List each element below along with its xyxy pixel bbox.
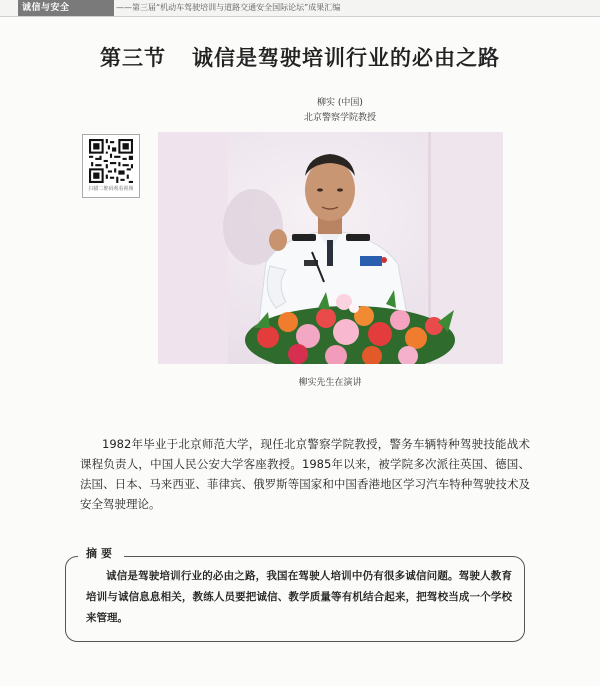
chapter-title — [0, 42, 600, 72]
running-header — [0, 0, 600, 17]
qr-caption: 扫描二维码观看视频 — [88, 186, 134, 192]
section-number: 第三节 — [100, 45, 166, 70]
summary-text: 诚信是驾驶培训行业的必由之路，我国在驾驶人培训中仍有很多诚信问题。驾驶人教育培训与诚信息息相关，教练人员要把诚信、教学质量等有机结合起来，把驾校当成一个学校来管理。 — [86, 570, 512, 624]
author-affiliation: 北京警察学院教授 — [303, 113, 376, 123]
author-name: 柳实 (中国) — [317, 98, 363, 108]
chapter-heading: 诚信是驾驶培训行业的必由之路 — [192, 45, 500, 70]
running-title: ——第三届“机动车驾驶培训与道路交通安全国际论坛”成果汇编 — [116, 3, 341, 12]
speaker-illustration — [158, 132, 503, 364]
photo-caption: 柳实先生在演讲 — [298, 378, 362, 388]
qr-code[interactable] — [82, 134, 140, 198]
section-tab: 诚信与安全 — [18, 0, 114, 16]
author-block — [0, 96, 600, 126]
summary-label: 摘要 — [78, 545, 124, 561]
author-bio: 1982年毕业于北京师范大学，现任北京警察学院教授，警务车辆特种驾驶技能战术课程负责人，中国人民公安大学客座教授。1985年以来，被学院多次派往英国、德国、法国、日本、马来西亚、菲律宾、俄罗斯等国家和中国香港地区学习汽车特种驾驶技术及安全驾驶理论。 — [80, 437, 530, 511]
qr-code-icon — [89, 139, 133, 183]
speaker-photo — [158, 132, 503, 364]
